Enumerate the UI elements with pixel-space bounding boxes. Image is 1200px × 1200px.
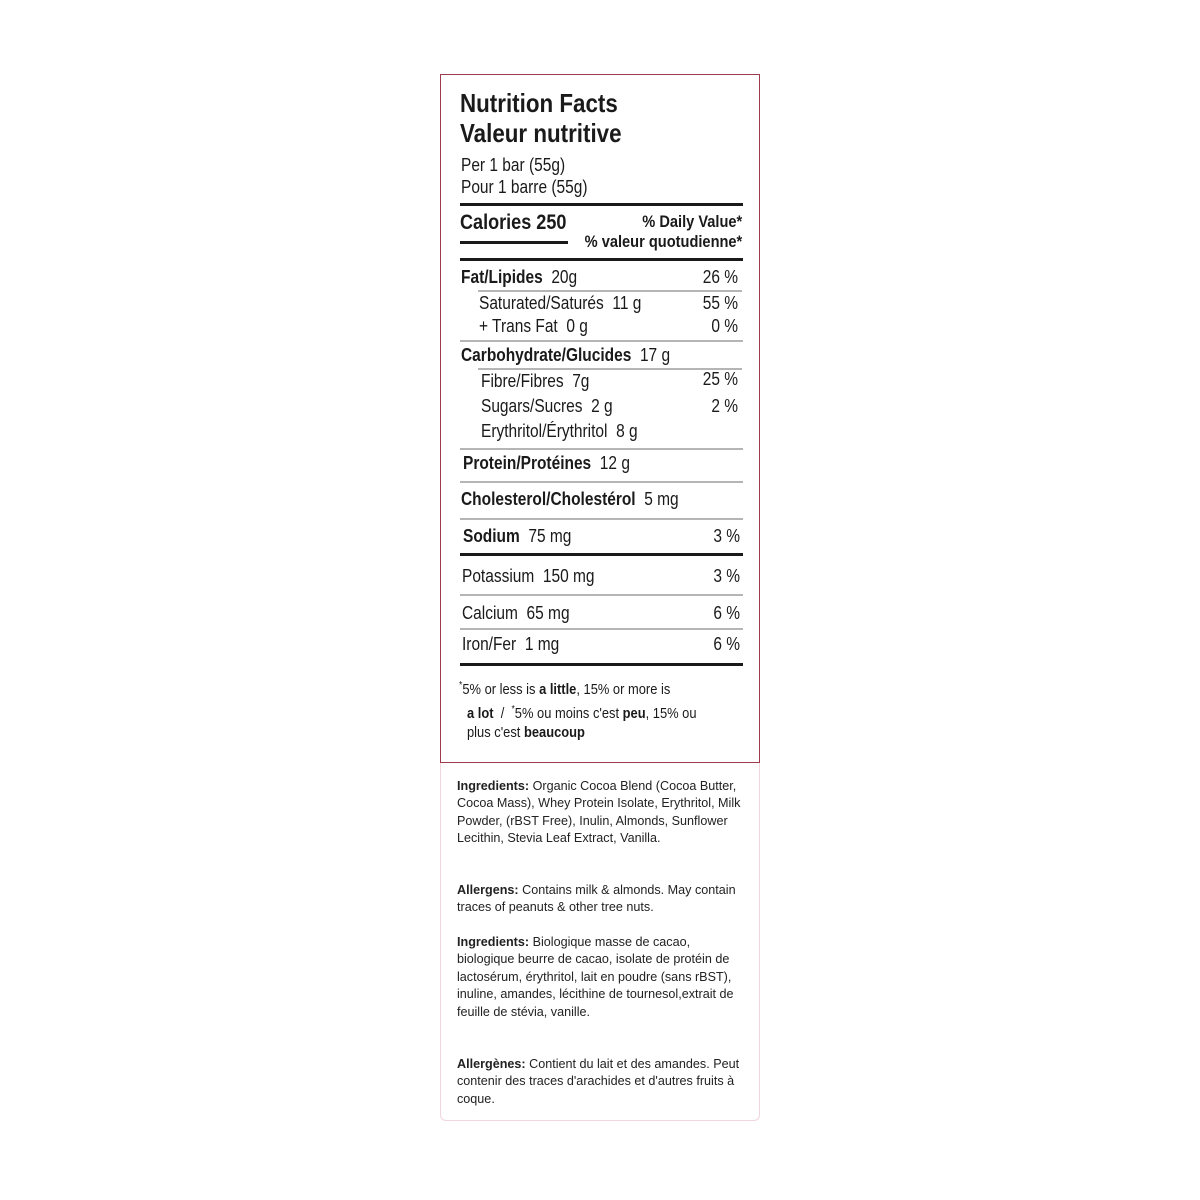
allergens-en-label: Allergens: xyxy=(457,883,519,897)
protein-amount: 12 g xyxy=(599,453,630,473)
iron-amount: 1 mg xyxy=(524,634,560,654)
ingredients-en xyxy=(457,778,747,848)
potassium-amount: 150 mg xyxy=(542,566,595,586)
ingredients-fr-label: Ingredients: xyxy=(457,935,530,949)
cholesterol-label: Cholesterol/Cholestérol xyxy=(461,489,636,509)
footnote-emphasis: peu xyxy=(622,705,646,722)
divider xyxy=(460,448,743,450)
footnote-line-2 xyxy=(467,704,697,722)
protein-label: Protein/Protéines xyxy=(463,453,592,473)
carbohydrate-row xyxy=(461,345,670,366)
fibre-row xyxy=(481,371,589,392)
divider xyxy=(460,628,743,630)
trans-fat-dv: 0 % xyxy=(711,316,738,336)
saturated-dv: 55 % xyxy=(702,293,738,313)
fibre-dv: 25 % xyxy=(702,369,738,389)
calories: Calories 250 xyxy=(460,211,567,234)
divider-thick xyxy=(460,258,743,261)
erythritol-amount: 8 g xyxy=(616,421,638,441)
title-en: Nutrition Facts xyxy=(460,88,618,118)
serving-size-en: Per 1 bar (55g) xyxy=(461,155,566,175)
daily-value-header-en: % Daily Value* xyxy=(642,212,742,231)
divider xyxy=(460,518,743,520)
divider-thick xyxy=(460,553,743,556)
sodium-label: Sodium xyxy=(463,526,520,546)
divider-thick xyxy=(460,663,743,666)
fibre-label: Fibre/Fibres xyxy=(481,371,564,391)
carbohydrate-label: Carbohydrate/Glucides xyxy=(461,345,632,365)
calories-underline xyxy=(460,241,568,244)
saturated-amount: 11 g xyxy=(612,293,642,313)
footnote-emphasis: a lot xyxy=(467,705,494,722)
footnote-text: 5% ou moins c'est xyxy=(514,705,623,722)
footnote-emphasis: beaucoup xyxy=(523,724,585,741)
daily-value-header-fr: % valeur quotudienne* xyxy=(584,232,742,251)
iron-label: Iron/Fer xyxy=(462,634,517,654)
trans-fat-row xyxy=(479,316,588,337)
footnote-emphasis: a little xyxy=(539,681,577,698)
saturated-label: Saturated/Saturés xyxy=(479,293,604,313)
ingredients-en-label: Ingredients: xyxy=(457,779,530,793)
sodium-dv: 3 % xyxy=(713,526,740,546)
footnote-text: plus c'est xyxy=(467,724,524,741)
erythritol-row xyxy=(481,421,638,442)
allergens-fr-text: Contient du lait et des amandes. Peut contenir des traces d'arachides et d'autres fruits à coque. xyxy=(457,1057,740,1106)
carbohydrate-amount: 17 g xyxy=(639,345,671,365)
fat-label: Fat/Lipides xyxy=(461,267,543,287)
calcium-amount: 65 mg xyxy=(526,603,570,623)
allergens-en-text: Contains milk & almonds. May contain traces of peanuts & other tree nuts. xyxy=(457,883,736,915)
potassium-dv: 3 % xyxy=(713,566,740,586)
footnote-text: 5% or less is xyxy=(462,681,540,698)
title-fr: Valeur nutritive xyxy=(460,118,622,148)
footnote-separator: / xyxy=(493,705,512,722)
protein-row xyxy=(463,453,630,474)
footnote-text: , 15% or more is xyxy=(576,681,671,698)
potassium-row xyxy=(462,566,595,587)
erythritol-label: Erythritol/Érythritol xyxy=(481,421,608,441)
serving-size-fr: Pour 1 barre (55g) xyxy=(461,177,588,197)
sugars-row xyxy=(481,396,613,417)
potassium-label: Potassium xyxy=(462,566,535,586)
sugars-amount: 2 g xyxy=(591,396,613,416)
footnote-text: , 15% ou xyxy=(645,705,697,722)
fat-amount: 20g xyxy=(551,267,578,287)
saturated-row xyxy=(479,293,641,314)
allergens-en xyxy=(457,882,747,917)
divider xyxy=(460,594,743,596)
footnote-asterisk: * xyxy=(511,704,515,715)
fat-dv: 26 % xyxy=(702,267,738,287)
calcium-dv: 6 % xyxy=(713,603,740,623)
divider xyxy=(460,340,743,342)
cholesterol-row xyxy=(461,489,679,510)
divider xyxy=(478,290,742,292)
allergens-fr-label: Allergènes: xyxy=(457,1057,526,1071)
footnote-line-3 xyxy=(467,724,585,741)
sodium-row xyxy=(463,526,571,547)
trans-fat-amount: 0 g xyxy=(566,316,588,336)
iron-row xyxy=(462,634,559,655)
calcium-label: Calcium xyxy=(462,603,518,623)
sugars-dv: 2 % xyxy=(711,396,738,416)
divider-thick xyxy=(460,203,743,206)
cholesterol-amount: 5 mg xyxy=(644,489,679,509)
iron-dv: 6 % xyxy=(713,634,740,654)
fat-row xyxy=(461,267,577,288)
ingredients-en-text: Organic Cocoa Blend (Cocoa Butter, Cocoa Mass), Whey Protein Isolate, Erythritol, Milk Powder, (rBST Free), Inulin, Almonds, Sunflower Lecithin, Stevia Leaf Extract, Vanilla. xyxy=(457,779,741,846)
allergens-fr xyxy=(457,1056,747,1108)
footnote-asterisk: * xyxy=(459,680,463,691)
ingredients-fr xyxy=(457,934,747,1021)
sodium-amount: 75 mg xyxy=(528,526,572,546)
divider xyxy=(460,481,743,483)
calcium-row xyxy=(462,603,570,624)
sugars-label: Sugars/Sucres xyxy=(481,396,583,416)
footnote-line-1 xyxy=(459,680,670,698)
ingredients-fr-text: Biologique masse de cacao, biologique beurre de cacao, isolate de protéin de lactosérum, érythritol, lait en poudre (sans rBST), inuline, amandes, lécithine de tournesol,extrait de feuille de stévia, vanille. xyxy=(457,935,734,1019)
trans-fat-label: + Trans Fat xyxy=(479,316,558,336)
fibre-amount: 7g xyxy=(572,371,590,391)
